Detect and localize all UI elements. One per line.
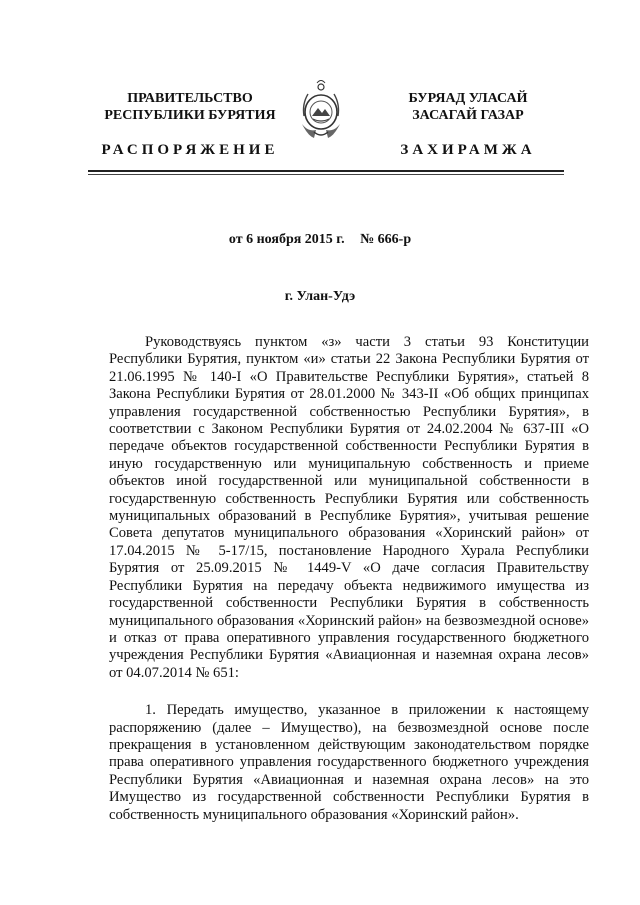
header-divider-thin <box>88 174 564 175</box>
doc-kind-ru: РАСПОРЯЖЕНИЕ <box>101 142 279 158</box>
header-left-ru <box>90 90 290 124</box>
document-number: № 666-р <box>360 232 412 247</box>
header-left-line2: РЕСПУБЛИКИ БУРЯТИЯ <box>104 108 276 123</box>
item-1-paragraph: 1. Передать имущество, указанное в приложении к настоящему распоряжению (далее – Имущество), на безвозмездной основе после прекращения в установленном действующим законодательством порядке права оперативного управления государственного бюджетного учреждения Республики Бурятия «Авиационная и наземная охрана лесов» на это Имущество из государственной собственности Республики Бурятия в собственность муниципального образования «Хоринский район». <box>109 702 589 823</box>
header-divider <box>88 170 564 172</box>
header-left-line1: ПРАВИТЕЛЬСТВО <box>127 91 253 106</box>
document-date: от 6 ноября 2015 г. <box>228 232 345 247</box>
header-right-bua <box>378 90 558 124</box>
preamble-paragraph: Руководствуясь пунктом «з» части 3 статьи 93 Конституции Республики Бурятия, пунктом «и» статьи 22 Закона Республики Бурятия от 21.06.1995 № 140-I «О Правительстве Республики Бурятия», статьей 8 Закона Республики Бурятия от 28.01.2000 № 343-II «Об общих принципах управления государственной собственностью Республики Бурятия», в соответствии с Законом Республики Бурятия от 24.02.2004 № 637-III «О передаче объектов государственной собственности Республики Бурятия в иную государственную или муниципальную собственность и приеме объектов иной государственной или муниципальной собственности в государственную собственность Республики Бурятия или собственность муниципальных образований в Республике Бурятия», учитывая решение Совета депутатов муниципального образования «Хоринский район» от 17.04.2015 № 5-17/15, постановление Народного Хурала Республики Бурятия от 25.09.2015 № 1449-V «О даче согласия Правительству Республики Бурятия на передачу объекта недвижимого имущества из государственной собственности Республики Бурятия в собственность муниципального образования «Хоринский район» на безвозмездной основе» и отказ от права оперативного управления государственного бюджетного учреждения Республики Бурятия «Авиационная и наземная охрана лесов» от 04.07.2014 № 651: <box>109 334 589 681</box>
header-right-line1: БУРЯАД УЛАСАЙ <box>408 91 528 106</box>
document-body <box>109 334 589 824</box>
city-line: г. Улан-Удэ <box>284 289 356 304</box>
doc-kind-bua: ЗАХИРАМЖА <box>400 142 536 158</box>
header-right-line2: ЗАСАГАЙ ГАЗАР <box>412 108 524 123</box>
date-number-line <box>0 232 640 248</box>
buryatia-coat-of-arms-icon <box>294 80 348 146</box>
